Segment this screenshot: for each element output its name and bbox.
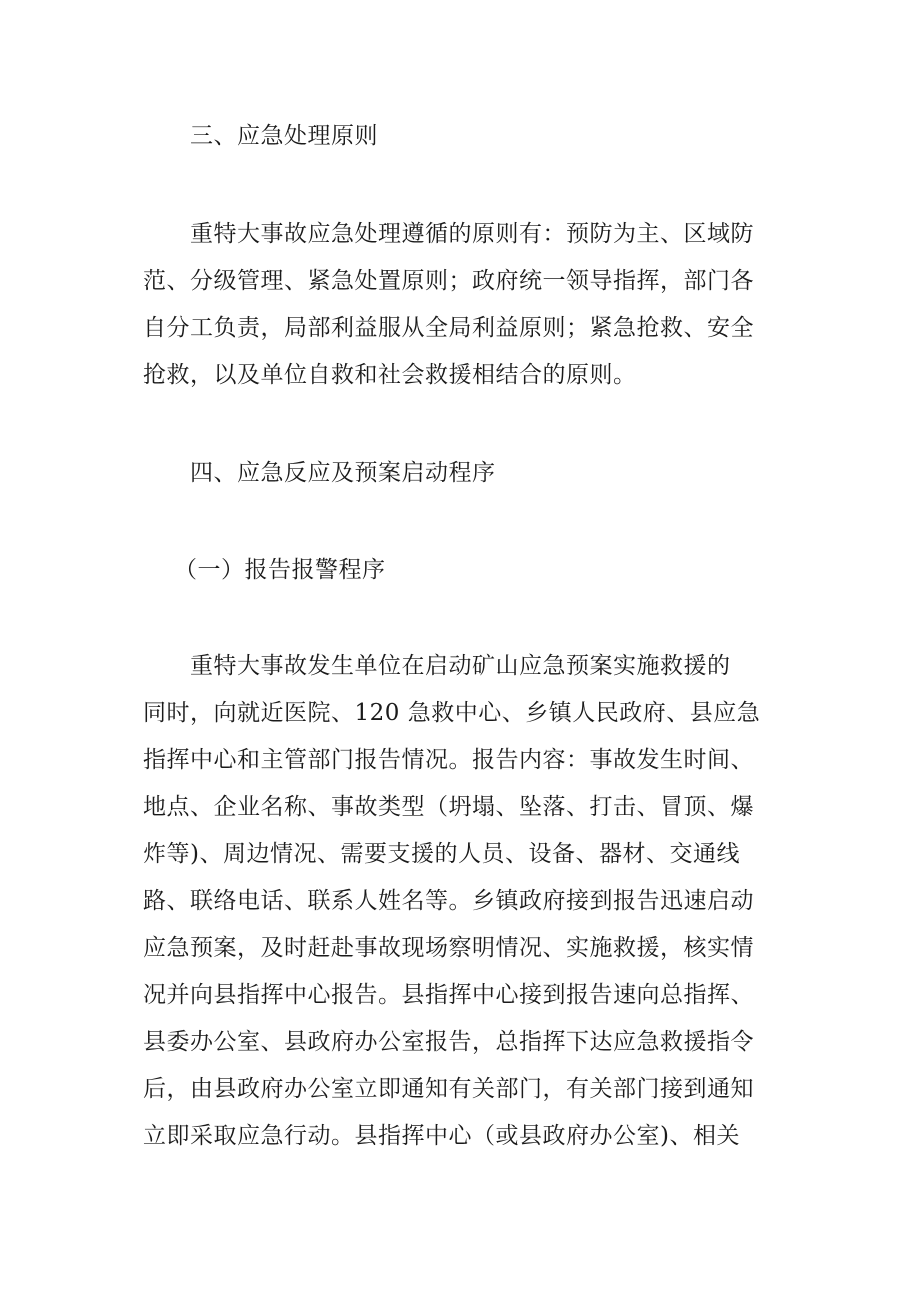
subsection-heading-reporting: （一）报告报警程序 bbox=[174, 557, 386, 583]
paragraph-line: 抢救，以及单位自救和社会救援相结合的原则。 bbox=[143, 362, 637, 388]
paragraph-line: 自分工负责，局部利益服从全局利益原则；紧急抢救、安全 bbox=[143, 315, 754, 341]
paragraph-line: 重特大事故发生单位在启动矿山应急预案实施救援的 bbox=[190, 653, 731, 679]
paragraph-line: 指挥中心和主管部门报告情况。报告内容：事故发生时间、 bbox=[143, 747, 754, 773]
paragraph-line: 范、分级管理、紧急处置原则；政府统一领导指挥，部门各 bbox=[143, 268, 754, 294]
paragraph-line: 况并向县指挥中心报告。县指挥中心接到报告速向总指挥、 bbox=[143, 982, 754, 1008]
paragraph-line: 后，由县政府办公室立即通知有关部门，有关部门接到通知 bbox=[143, 1076, 754, 1102]
paragraph-line: 地点、企业名称、事故类型（坍塌、坠落、打击、冒顶、爆 bbox=[143, 794, 754, 820]
paragraph-line: 立即采取应急行动。县指挥中心（或县政府办公室)、相关 bbox=[143, 1123, 740, 1149]
paragraph-line: 应急预案，及时赶赴事故现场察明情况、实施救援，核实情 bbox=[143, 935, 754, 961]
paragraph-line: 炸等)、周边情况、需要支援的人员、设备、器材、交通线 bbox=[143, 841, 740, 867]
paragraph-line: 同时，向就近医院、120 急救中心、乡镇人民政府、县应急 bbox=[143, 700, 761, 726]
section-heading-principles: 三、应急处理原则 bbox=[190, 123, 378, 149]
paragraph-line: 重特大事故应急处理遵循的原则有：预防为主、区域防 bbox=[190, 221, 754, 247]
paragraph-line: 路、联络电话、联系人姓名等。乡镇政府接到报告迅速启动 bbox=[143, 888, 754, 914]
section-heading-response: 四、应急反应及预案启动程序 bbox=[190, 460, 496, 486]
paragraph-line: 县委办公室、县政府办公室报告，总指挥下达应急救援指令 bbox=[143, 1029, 754, 1055]
